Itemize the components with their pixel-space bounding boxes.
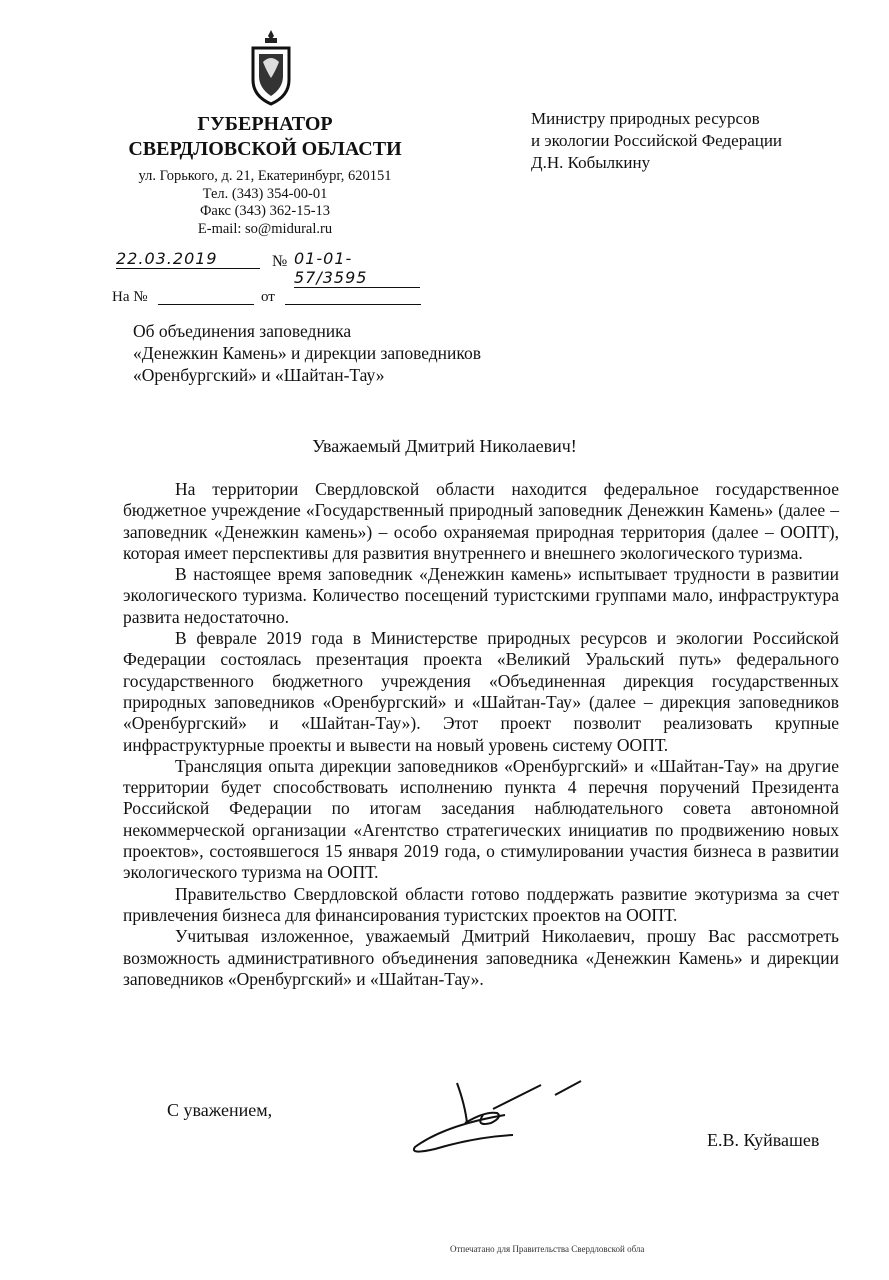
subject-line3: «Оренбургский» и «Шайтан-Тау»: [133, 365, 385, 385]
issuer-contacts: [100, 168, 430, 238]
coat-of-arms-icon: [245, 28, 297, 108]
reply-label: На №: [112, 289, 148, 305]
number-label: №: [272, 253, 288, 270]
from-label: от: [261, 289, 275, 305]
signer-name: Е.В. Куйвашев: [707, 1130, 820, 1150]
issuer-title-line1: ГУБЕРНАТОР: [197, 113, 333, 135]
letter-body: [123, 479, 839, 990]
issuer-fax: Факс (343) 362-15-13: [199, 203, 331, 219]
subject-line1: Об объединения заповедника: [133, 321, 352, 341]
body-paragraph: На территории Свердловской области находится федеральное государственное бюджетное учреждение «Государственный природный заповедник Денежкин Камень» (далее – заповедник «Денежкин камень») – особо охраняемая природная территория (далее – ООПТ), которая имеет перспективы для развития внутреннего и внешнего экологического туризма.: [123, 479, 839, 563]
body-paragraph: Трансляция опыта дирекции заповедников «Оренбургский» и «Шайтан-Тау» на другие территории будет способствовать исполнению пункта 4 перечня поручений Президента Российской Федерации по итогам заседания наблюдательного совета автономной некоммерческой организации «Агентство стратегических инициатив по продвижению новых проектов», состоявшегося 15 января 2019 года, о стимулировании участия бизнеса в развитии экологического туризма на ООПТ.: [123, 755, 839, 883]
closing: С уважением,: [167, 1100, 273, 1120]
issuer-address: ул. Горького, д. 21, Екатеринбург, 620151: [138, 168, 392, 184]
body-paragraph: В феврале 2019 года в Министерстве природных ресурсов и экологии Российской Федерации состоялась презентация проекта «Великий Уральский путь» федерального государственного бюджетного учреждения «Объединенная дирекция государственных природных заповедников «Оренбургский» и «Шайтан-Тау» (далее – дирекция заповедников «Оренбургский» и «Шайтан-Тау»). Этот проект позволит реализовать крупные инфраструктурные проекты и вывести на новый уровень систему ООПТ.: [123, 628, 839, 755]
body-paragraph: В настоящее время заповедник «Денежкин камень» испытывает трудности в развитии экологического туризма. Количество посещений туристскими группами мало, инфраструктура развита недостаточно.: [123, 564, 839, 627]
issuer-phone: Тел. (343) 354-00-01: [202, 185, 328, 202]
issuer-email: E-mail: so@midural.ru: [197, 220, 333, 237]
letter-number: 01-01-57/3595: [294, 249, 420, 288]
handwritten-signature-icon: [405, 1075, 595, 1165]
recipient-block: [531, 108, 782, 174]
issuer-title: [110, 112, 420, 162]
body-paragraph: Учитывая изложенное, уважаемый Дмитрий Николаевич, прошу Вас рассмотреть возможность административного объединения заповедника «Денежкин Камень» и дирекции заповедников «Оренбургский» и «Шайтан-Тау».: [123, 926, 839, 989]
issuer-title-line2: СВЕРДЛОВСКОЙ ОБЛАСТИ: [128, 138, 402, 160]
recipient-line1: Министру природных ресурсов: [531, 109, 760, 128]
letter-date: 22.03.2019: [116, 249, 260, 269]
print-footer: Отпечатано для Правительства Свердловской обла: [450, 1244, 645, 1254]
recipient-line2: и экологии Российской Федерации: [531, 131, 783, 150]
from-date-line: [285, 304, 421, 305]
salutation: Уважаемый Дмитрий Николаевич!: [312, 436, 577, 456]
reply-number-line: [158, 304, 254, 305]
subject-line2: «Денежкин Камень» и дирекции заповедников: [133, 343, 482, 363]
body-paragraph: Правительство Свердловской области готово поддержать развитие экотуризма за счет привлечения бизнеса для финансирования туристских проектов на ООПТ.: [123, 883, 839, 925]
recipient-line3: Д.Н. Кобылкину: [531, 153, 651, 172]
letter-subject: [133, 320, 481, 386]
